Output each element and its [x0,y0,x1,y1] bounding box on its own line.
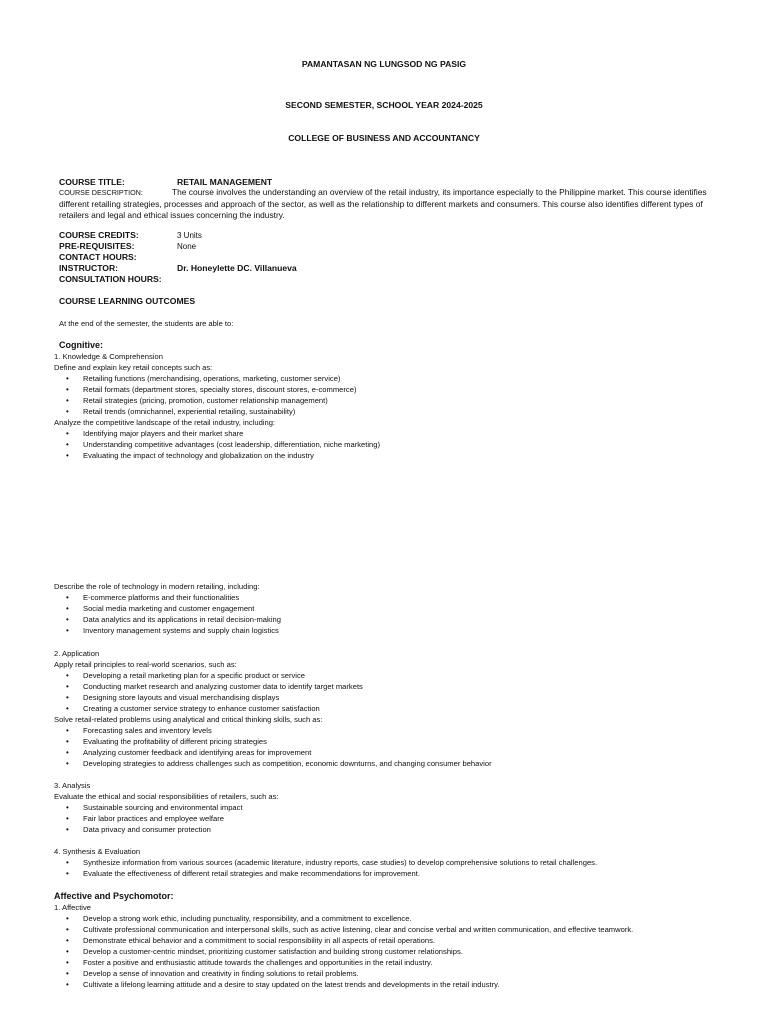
analysis-list [54,802,243,835]
list-item: • Conducting market research and analyzing customer data to identify target markets [54,681,363,692]
technology-intro: Describe the role of technology in modern retailing, including: [54,582,260,591]
application-title: 2. Application [54,649,100,658]
list-item: • Sustainable sourcing and environmental impact [54,802,243,813]
consultation-hours-label: CONSULTATION HOURS: [59,274,162,284]
prerequisites-label: PRE-REQUISITES: [59,241,135,251]
list-item: • Designing store layouts and visual merchandising displays [54,692,363,703]
cognitive-heading: Cognitive: [59,340,103,350]
university-name: PAMANTASAN NG LUNGSOD NG PASIG [301,59,467,69]
instructor-value: Dr. Honeylette DC. Villanueva [177,263,297,273]
kc-intro-2: Analyze the competitive landscape of the retail industry, including: [54,418,276,427]
list-item: • Retail formats (department stores, specialty stores, discount stores, e-commerce) [54,384,356,395]
list-item: • Foster a positive and enthusiastic attitude towards the challenges and opportunities in the retail industry. [54,957,633,968]
synthesis-list [54,857,597,879]
technology-list [54,592,281,636]
course-description-label: COURSE DESCRIPTION: [59,188,143,197]
analysis-title: 3. Analysis [54,781,91,790]
list-item: • Data analytics and its applications in retail decision-making [54,614,281,625]
prerequisites-value: None [177,242,197,251]
college-name: COLLEGE OF BUSINESS AND ACCOUNTANCY [288,133,480,143]
kc-list-2 [54,428,380,461]
list-item: • Cultivate professional communication and interpersonal skills, such as active listening, clear and concise verbal and written communication, and effective teamwork. [54,924,633,935]
list-item: • Retail strategies (pricing, promotion, customer relationship management) [54,395,356,406]
synthesis-title: 4. Synthesis & Evaluation [54,847,141,856]
application-list-1 [54,670,363,714]
affective-heading: Affective and Psychomotor: [54,891,174,901]
list-item: • Developing a retail marketing plan for a specific product or service [54,670,363,681]
list-item: • Demonstrate ethical behavior and a commitment to social responsibility in all aspects of retail operations. [54,935,633,946]
list-item: • Retailing functions (merchandising, operations, marketing, customer service) [54,373,356,384]
course-description [59,187,719,222]
course-credits-label: COURSE CREDITS: [59,230,139,240]
list-item: • Retail trends (omnichannel, experiential retailing, sustainability) [54,406,356,417]
list-item: • Developing strategies to address challenges such as competition, economic downturns, and changing consumer behavior [54,758,492,769]
instructor-label: INSTRUCTOR: [59,263,119,273]
list-item: • Evaluating the profitability of different pricing strategies [54,736,492,747]
list-item: • Understanding competitive advantages (cost leadership, differentiation, niche marketing) [54,439,380,450]
course-credits-value: 3 Units [177,231,202,240]
affective-list [54,913,633,990]
list-item: • Synthesize information from various sources (academic literature, industry reports, case studies) to develop comprehensive solutions to retail challenges. [54,857,597,868]
course-description-text: The course involves the understanding an overview of the retail industry, its importance especially to the Philippine market. This course identifies different retailing strategies, processes and approach of the sector, as well as the relationship to different markets and consumers. This course also identifies different types of retailers and legal and ethical issues concerning the industry. [59,187,707,220]
list-item: • Data privacy and consumer protection [54,824,243,835]
list-item: • Social media marketing and customer engagement [54,603,281,614]
kc-list-1 [54,373,356,417]
list-item: • Creating a customer service strategy to enhance customer satisfaction [54,703,363,714]
knowledge-comprehension-title: 1. Knowledge & Comprehension [54,352,163,361]
contact-hours-label: CONTACT HOURS: [59,252,137,262]
application-list-2 [54,725,492,769]
outcomes-heading: COURSE LEARNING OUTCOMES [59,296,196,306]
kc-intro-1: Define and explain key retail concepts such as: [54,363,213,372]
list-item: • Evaluating the impact of technology and globalization on the industry [54,450,380,461]
affective-title: 1. Affective [54,903,92,912]
list-item: • E-commerce platforms and their functionalities [54,592,281,603]
semester-line: SECOND SEMESTER, SCHOOL YEAR 2024-2025 [285,100,483,110]
course-title-label: COURSE TITLE: [59,177,125,187]
list-item: • Analyzing customer feedback and identifying areas for improvement [54,747,492,758]
application-intro-1: Apply retail principles to real-world scenarios, such as: [54,660,237,669]
list-item: • Forecasting sales and inventory levels [54,725,492,736]
outcomes-intro: At the end of the semester, the students are able to: [59,319,234,328]
list-item: • Fair labor practices and employee welfare [54,813,243,824]
list-item: • Develop a sense of innovation and creativity in finding solutions to retail problems. [54,968,633,979]
application-intro-2: Solve retail-related problems using analytical and critical thinking skills, such as: [54,715,323,724]
list-item: • Develop a strong work ethic, including punctuality, responsibility, and a commitment to excellence. [54,913,633,924]
course-title-value: RETAIL MANAGEMENT [177,177,273,187]
analysis-intro: Evaluate the ethical and social responsibilities of retailers, such as: [54,792,279,801]
list-item: • Evaluate the effectiveness of different retail strategies and make recommendations for improvement. [54,868,597,879]
list-item: • Develop a customer-centric mindset, prioritizing customer satisfaction and building strong customer relationships. [54,946,633,957]
list-item: • Cultivate a lifelong learning attitude and a desire to stay updated on the latest trends and developments in the retail industry. [54,979,633,990]
list-item: • Identifying major players and their market share [54,428,380,439]
list-item: • Inventory management systems and supply chain logistics [54,625,281,636]
